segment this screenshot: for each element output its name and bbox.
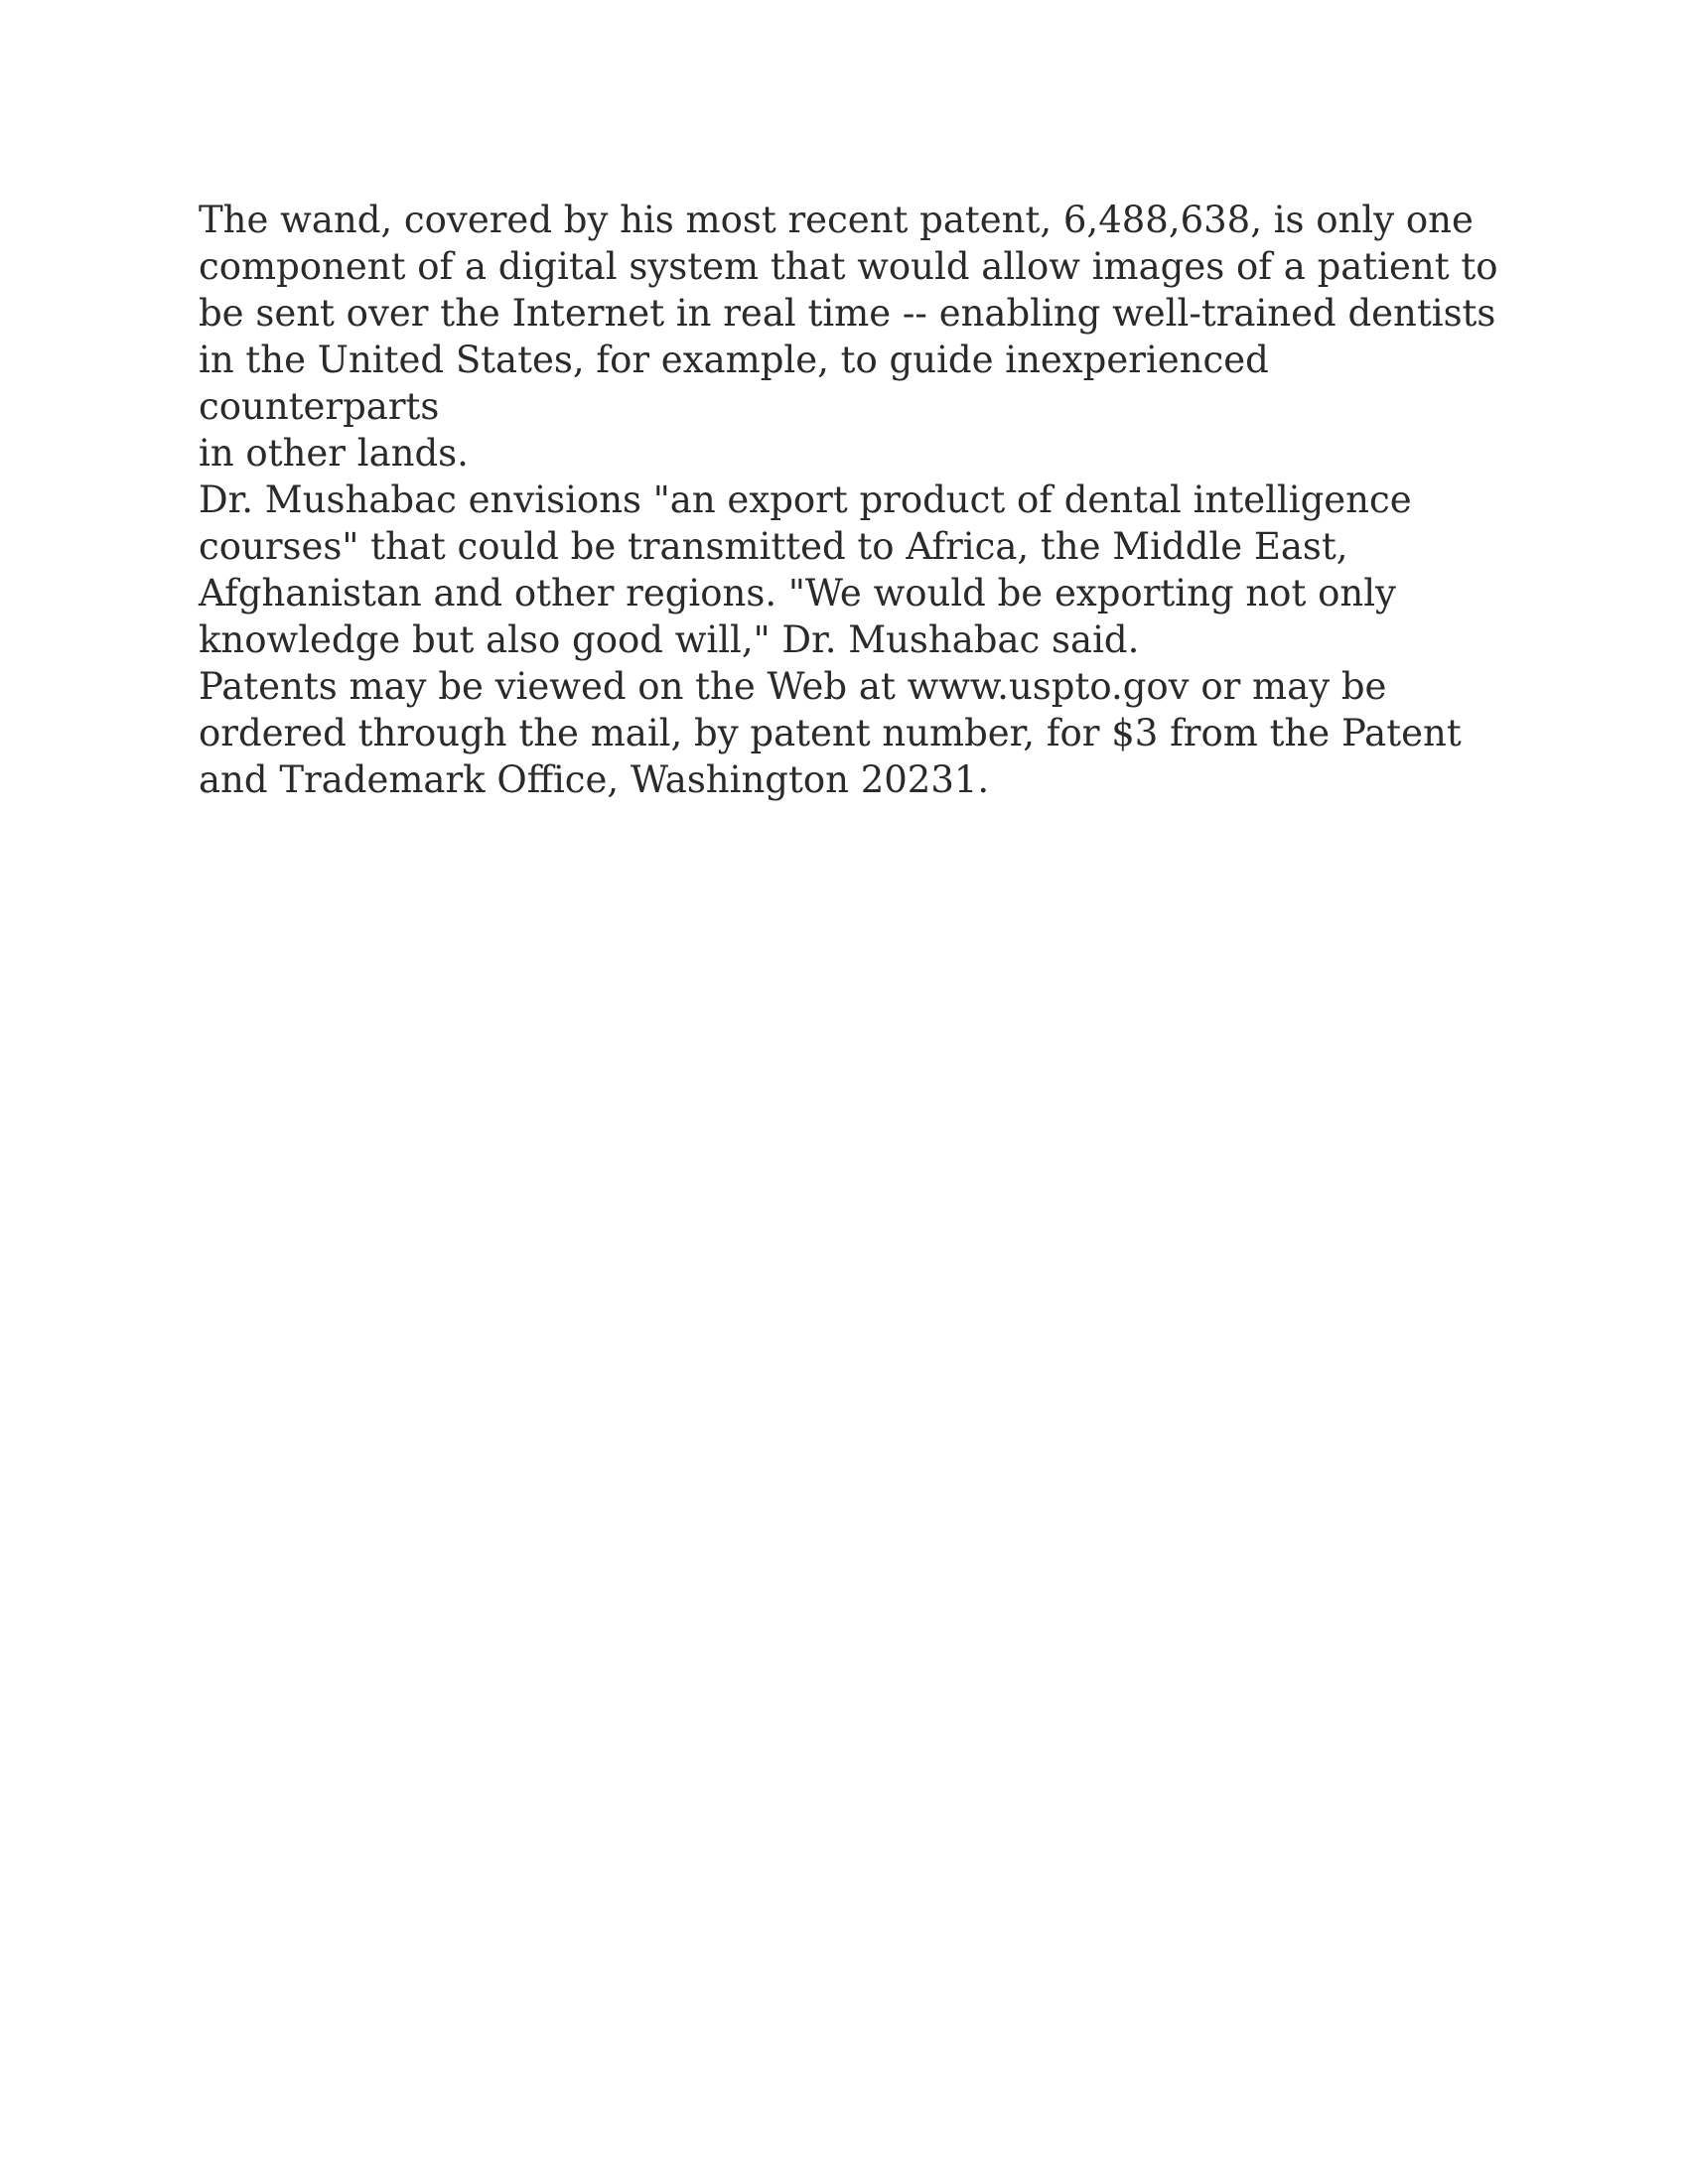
paragraph-patent-ordering: Patents may be viewed on the Web at www.uspto.gov or may be ordered through the mail, by patent number, for $3 from the Patent and Trademark Office, Washington 20231. — [199, 665, 1462, 801]
document-body — [199, 197, 1509, 803]
paragraph-patent-wand: The wand, covered by his most recent patent, 6,488,638, is only one component of a digital system that would allow images of a patient to be sent over the Internet in real time -- enabling well-trained dentists in the United States, for example, to guide inexperienced counterparts in other lands. — [199, 199, 1498, 475]
paragraph-export-product: Dr. Mushabac envisions "an export product of dental intelligence courses" that could be transmitted to Africa, the Middle East, Afghanistan and other regions. "We would be exporting not only knowledge but also good will," Dr. Mushabac said. — [199, 478, 1412, 661]
